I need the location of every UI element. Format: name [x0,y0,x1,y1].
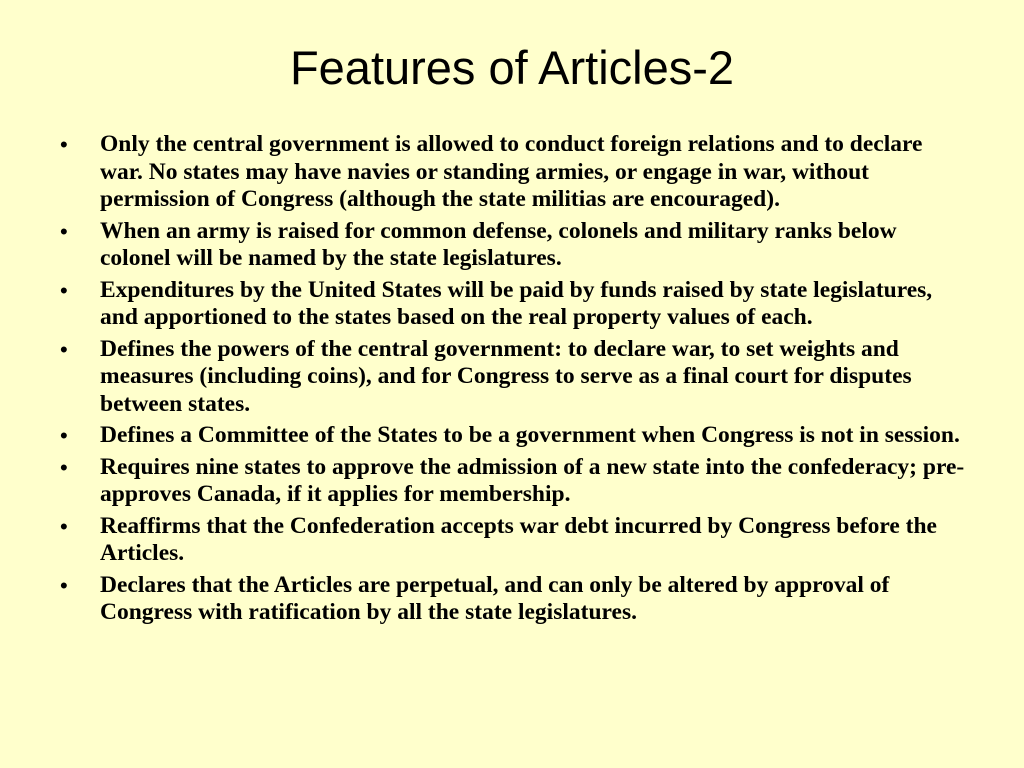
bullet-item [60,513,965,568]
bullet-text: Only the central government is allowed to conduct foreign relations and to declare war. No states may have navies or standing armies, or engage in war, without permission of Congress (although the state militias are encouraged). [100,131,923,212]
bullet-icon: • [60,572,68,598]
bullet-text: Reaffirms that the Confederation accepts war debt incurred by Congress before the Articles. [100,512,937,566]
bullet-icon: • [60,277,68,303]
bullet-text: Requires nine states to approve the admission of a new state into the confederacy; pre-approves Canada, if it applies for membership. [100,453,965,507]
bullet-item [60,572,965,627]
bullet-text: Declares that the Articles are perpetual, and can only be altered by approval of Congress with ratification by all the state legislatures. [100,571,890,625]
bullet-item [60,336,965,419]
bullet-icon: • [60,132,68,157]
bullet-text: Defines a Committee of the States to be a government when Congress is not in session. [100,422,960,448]
bullet-item [60,277,965,332]
slide-title: Features of Articles-2 [289,41,735,94]
bullet-icon: • [60,218,68,244]
bullet-icon: • [60,423,68,448]
bullet-list [60,131,965,631]
bullet-text: Defines the powers of the central government: to declare war, to set weights and measures (including coins), and for Congress to serve as a final court for disputes between states. [100,335,912,417]
bullet-icon: • [60,454,68,480]
bullet-item [60,218,965,273]
bullet-text: Expenditures by the United States will be paid by funds raised by state legislatures, and apportioned to the states based on the real property values of each. [100,276,933,330]
bullet-text: When an army is raised for common defense, colonels and military ranks below colonel will be named by the state legislatures. [100,217,897,271]
bullet-item [60,422,965,450]
bullet-icon: • [60,336,68,362]
bullet-item [60,454,965,509]
bullet-item [60,131,965,214]
bullet-icon: • [60,513,68,539]
